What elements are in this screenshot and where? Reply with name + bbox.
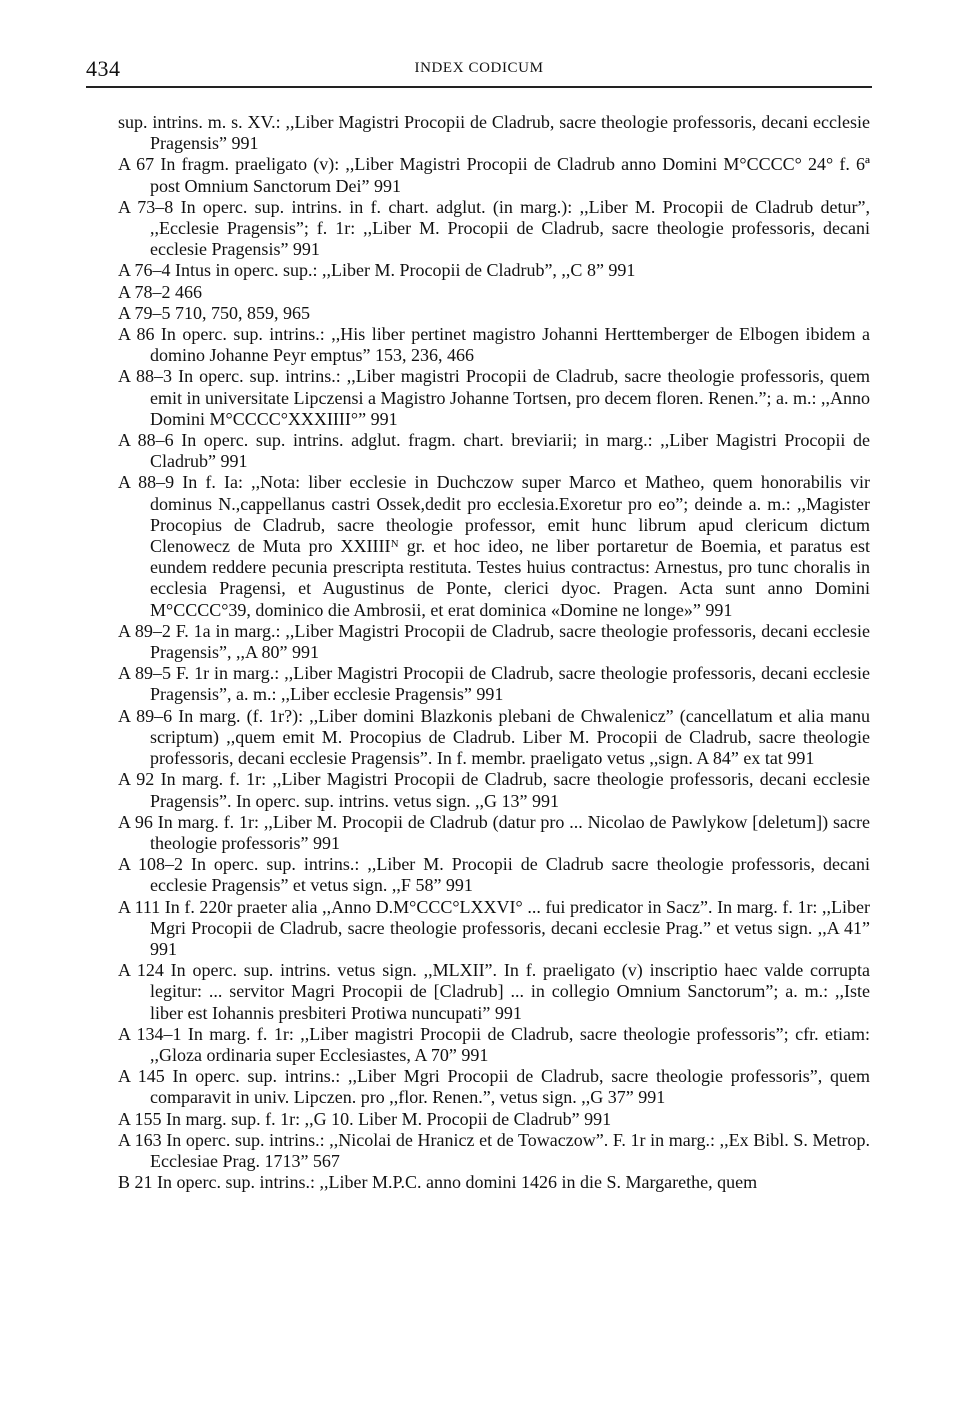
page-header — [86, 52, 872, 86]
header-rule — [86, 86, 872, 88]
index-entry: A 89–2 F. 1a in marg.: ,,Liber Magistri Procopii de Cladrub, sacre theologie professoris, decani ecclesie Pragensis”, ,,A 80” 991 — [118, 620, 870, 663]
index-entry: A 89–5 F. 1r in marg.: ,,Liber Magistri Procopii de Cladrub, sacre theologie professoris, decani ecclesie Pragensis”, a. m.: ,,Liber ecclesie Pragensis” 991 — [118, 663, 870, 705]
index-entry: A 88–9 In f. Ia: ,,Nota: liber ecclesie in Duchczow super Marco et Matheo, quem honorabilis vir dominus N.,cappellanus castri Ossek,dedit pro ecclesia.Exoretur pro eo”; deinde a. m.: ,,Magister Procopius de Cladrub, sacre theologie professor, emit hunc librum apud clericum dictum Clenowecz de Muta pro XXIIIIᴺ gr. et hoc ideo, ne liber portaretur de Boemia, et paratus est eundem reddere pecunia prescripta restituta. Testes huius contractus: Arnestus, pro tunc choralis in ecclesia Pragensi, et Augustinus de Ponte, clerici dyoc. Pragen. Acta sunt anno Domini M°CCCC°39, dominico die Ambrosii, et erat dominica «Domine ne longe»” 991 — [118, 472, 870, 620]
index-entry: A 163 In operc. sup. intrins.: ,,Nicolai de Hranicz et de Towaczow”. F. 1r in marg.: ,,Ex Bibl. S. Metrop. Ecclesiae Prag. 1713” 567 — [118, 1129, 870, 1171]
codex-index-entries — [118, 112, 870, 1193]
index-entry: A 79–5 710, 750, 859, 965 — [118, 302, 311, 323]
index-entry: A 78–2 466 — [118, 281, 203, 302]
index-entry: A 145 In operc. sup. intrins.: ,,Liber Mgri Procopii de Cladrub, sacre theologie professoris”, quem comparavit in univ. Lipczen. pro ,,flor. Renen.”, vetus sign. ,,G 37” 991 — [118, 1066, 870, 1108]
index-entry: sup. intrins. m. s. XV.: ,,Liber Magistri Procopii de Cladrub, sacre theologie professoris, decani ecclesie Pragensis” 991 — [118, 112, 870, 154]
index-entry: A 134–1 In marg. f. 1r: ,,Liber magistri Procopii de Cladrub, sacre theologie professoris”; cfr. etiam: ,,Gloza ordinaria super Ecclesiastes, A 70” 991 — [118, 1023, 870, 1065]
page-number: 434 — [86, 56, 121, 81]
index-entry: A 155 In marg. sup. f. 1r: ,,G 10. Liber M. Procopii de Cladrub” 991 — [118, 1108, 612, 1129]
index-entry: A 108–2 In operc. sup. intrins.: ,,Liber M. Procopii de Cladrub sacre theologie professoris, decani ecclesie Pragensis” et vetus sign. ,,F 58” 991 — [118, 854, 870, 896]
index-entry: A 88–3 In operc. sup. intrins.: ,,Liber magistri Procopii de Cladrub, sacre theologie professoris, quem emit in universitate Lipczensi a Magistro Johanne Tortsen, pro decem floren. Renen.”; a. m.: ,,Anno Domini M°CCCC°XXXIIII°” 991 — [118, 366, 870, 429]
index-entry: A 89–6 In marg. (f. 1r?): ,,Liber domini Blazkonis plebani de Chwalenicz” (cancellatum et alia manu scriptum) ,,quem emit M. Procopius de Cladrub. Liber M. Procopii de Cladrub, sacre theologie professoris, decani ecclesie Pragensis”. In f. membr. praeligato vetus ,,sign. A 84” ex tat 991 — [118, 705, 870, 769]
index-entry: A 76–4 Intus in operc. sup.: ,,Liber M. Procopii de Cladrub”, ,,C 8” 991 — [118, 260, 636, 281]
running-title: INDEX CODICUM — [414, 60, 544, 76]
index-entry: A 88–6 In operc. sup. intrins. adglut. fragm. chart. breviarii; in marg.: ,,Liber Magistri Procopii de Cladrub” 991 — [118, 430, 870, 472]
index-entry: A 124 In operc. sup. intrins. vetus sign. ,,MLXII”. In f. praeligato (v) inscriptio haec valde corrupta legitur: ... servitor Magri Procopii de [Cladrub] ... in collegio Omnium Sanctorum”; a. m.: ,,Iste liber est Iohannis presbiteri Protiwa nuncupati” 991 — [118, 960, 870, 1023]
index-entry: A 67 In fragm. praeligato (v): ,,Liber Magistri Procopii de Cladrub anno Domini M°CCCC° 24° f. 6ª post Omnium Sanctorum Dei” 991 — [118, 154, 870, 196]
index-entry: A 73–8 In operc. sup. intrins. in f. chart. adglut. (in marg.): ,,Liber M. Procopii de Cladrub detur”, ,,Ecclesie Pragensis”; f. 1r: ,,Liber M. Procopii de Cladrub, sacre theologie professoris, decani ecclesie Pragensis” 991 — [118, 196, 870, 260]
index-entry: A 86 In operc. sup. intrins.: ,,His liber pertinet magistro Johanni Herttemberger de Elbogen ibidem a domino Johanne Peyr emptus” 153, 236, 466 — [118, 324, 870, 366]
index-entry: A 92 In marg. f. 1r: ,,Liber Magistri Procopii de Cladrub, sacre theologie professoris, decani ecclesie Pragensis”. In operc. sup. intrins. vetus sign. ,,G 13” 991 — [118, 769, 870, 811]
index-entry: B 21 In operc. sup. intrins.: ,,Liber M.P.C. anno domini 1426 in die S. Margarethe, quem — [118, 1172, 758, 1193]
index-entry: A 96 In marg. f. 1r: ,,Liber M. Procopii de Cladrub (datur pro ... Nicolao de Pawlykow [deletum]) sacre theologie professoris” 991 — [118, 811, 870, 853]
index-entry: A 111 In f. 220r praeter alia ,,Anno D.M°CCC°LXXVI° ... fui predicator in Sacz”. In marg. f. 1r: ,,Liber Mgri Procopii de Cladrub, sacre theologie professoris, decani ecclesie Prag.” et vetus sign. ,,A 41” 991 — [118, 896, 870, 959]
